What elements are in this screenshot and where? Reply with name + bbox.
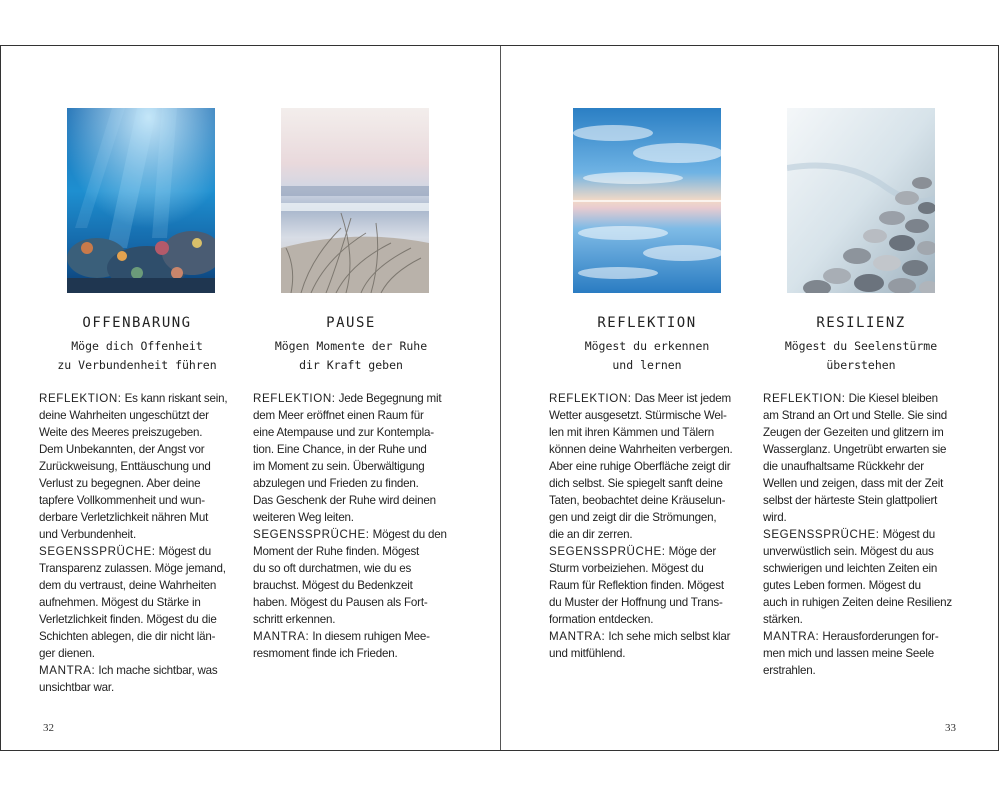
section-label: REFLEKTION: [549, 392, 632, 405]
segensprueche-paragraph [763, 526, 959, 628]
section-label: SEGENSSPRÜCHE: [763, 528, 880, 541]
body-line: Wasserglanz. Ungetrübt erwarten sie [763, 443, 947, 456]
subtitle-line: und lernen [612, 358, 682, 372]
subtitle-line: Mögest du erkennen [584, 339, 710, 353]
card-title: REFLEKTION [597, 315, 697, 331]
body-line: tion. Eine Chance, in der Ruhe und [253, 443, 427, 456]
body-line: Aber eine ruhige Oberfläche zeigt dir [549, 460, 731, 473]
body-line: du Muster der Hoffnung und Trans- [549, 596, 723, 609]
body-line: schritt erkennen. [253, 613, 336, 626]
card-body [39, 390, 235, 696]
section-label: MANTRA: [549, 630, 606, 643]
subtitle-line: Mögest du Seelenstürme [784, 339, 938, 353]
body-line: ger dienen. [39, 647, 95, 660]
subtitle-line: Mögen Momente der Ruhe [274, 339, 428, 353]
body-line: unverwüstlich sein. Mögest du aus [763, 545, 934, 558]
body-line: len mit ihren Kämmen und Tälern [549, 426, 715, 439]
body-line: Das Geschenk der Ruhe wird deinen [253, 494, 436, 507]
card-title: OFFENBARUNG [82, 315, 192, 331]
section-label: SEGENSSPRÜCHE: [39, 545, 156, 558]
body-line: Jede Begegnung mit [335, 392, 442, 405]
card-subtitle [763, 337, 959, 375]
body-line: men mich und lassen meine Seele [763, 647, 935, 660]
body-line: gen und zeigt dir die Strömungen, [549, 511, 717, 524]
body-line: die unaufhaltsame Rückkehr der [763, 460, 924, 473]
body-line: Möge der [665, 545, 717, 558]
segensprueche-paragraph [39, 543, 235, 662]
section-label: MANTRA: [763, 630, 820, 643]
body-line: dich selbst. Sie spiegelt sanft deine [549, 477, 723, 490]
subtitle-line: dir Kraft geben [299, 358, 403, 372]
section-label: REFLEKTION: [763, 392, 846, 405]
reflektion-paragraph [253, 390, 449, 526]
subtitle-line: Möge dich Offenheit [71, 339, 203, 353]
body-line: du so oft durchatmen, wie du es [253, 562, 412, 575]
book-spread [0, 45, 999, 751]
card-body [253, 390, 449, 662]
body-line: die an dir zerren. [549, 528, 633, 541]
mantra-paragraph [549, 628, 745, 662]
reflektion-paragraph [549, 390, 745, 543]
body-line: Taten, beobachtet deine Kräuselun- [549, 494, 726, 507]
body-line: stärken. [763, 613, 803, 626]
body-line: brauchst. Mögest du Bedenkzeit [253, 579, 413, 592]
body-line: Es kann riskant sein, [121, 392, 228, 405]
body-line: und mitfühlend. [549, 647, 626, 660]
body-line: Wetter ausgesetzt. Stürmische Wel- [549, 409, 727, 422]
body-line: Dem Unbekannten, der Angst vor [39, 443, 205, 456]
underwater-coral-reef-image [67, 108, 215, 293]
mantra-paragraph [253, 628, 449, 662]
segensprueche-paragraph [549, 543, 745, 628]
body-line: Verlust zu begegnen. Aber deine [39, 477, 201, 490]
body-line: Transparenz zulassen. Möge jemand, [39, 562, 226, 575]
body-line: abzulegen und Frieden zu finden. [253, 477, 419, 490]
body-line: aufnehmen. Mögest du Stärke in [39, 596, 201, 609]
body-line: Mögest du den [369, 528, 447, 541]
body-line: derbare Verletzlichkeit nähren Mut [39, 511, 209, 524]
body-line: Zurückweisung, Enttäuschung und [39, 460, 211, 473]
card-subtitle [253, 337, 449, 375]
body-line: deine Wahrheiten ungeschützt der [39, 409, 209, 422]
subtitle-line: zu Verbundenheit führen [57, 358, 217, 372]
reflektion-paragraph [763, 390, 959, 526]
section-label: SEGENSSPRÜCHE: [549, 545, 666, 558]
body-line: wird. [763, 511, 787, 524]
body-line: schwierigen und leichten Zeiten ein [763, 562, 938, 575]
card-title: PAUSE [326, 315, 376, 331]
body-line: Moment der Ruhe finden. Mögest [253, 545, 420, 558]
body-line: formation entdecken. [549, 613, 654, 626]
card-title: RESILIENZ [816, 315, 906, 331]
body-line: Das Meer ist jedem [631, 392, 731, 405]
body-line: gutes Leben formen. Mögest du [763, 579, 921, 592]
page-number-right: 33 [945, 722, 956, 734]
card-subtitle [39, 337, 235, 375]
card-subtitle [549, 337, 745, 375]
page-gutter [500, 46, 501, 750]
section-label: SEGENSSPRÜCHE: [253, 528, 370, 541]
section-label: MANTRA: [253, 630, 310, 643]
mantra-paragraph [39, 662, 235, 696]
body-line: Sturm vorbeiziehen. Mögest du [549, 562, 704, 575]
reflektion-paragraph [39, 390, 235, 543]
beach-dune-grass-image [281, 108, 429, 293]
body-line: Verletzlichkeit finden. Mögest du die [39, 613, 217, 626]
segensprueche-paragraph [253, 526, 449, 628]
subtitle-line: überstehen [826, 358, 896, 372]
body-line: Ich mache sichtbar, was [95, 664, 218, 677]
body-line: Herausforderungen for- [819, 630, 939, 643]
body-line: auch in ruhigen Zeiten deine Resilienz [763, 596, 952, 609]
body-line: Weite des Meeres preiszugeben. [39, 426, 203, 439]
body-line: im Moment zu sein. Überwältigung [253, 460, 425, 473]
sky-reflection-water-image [573, 108, 721, 293]
body-line: haben. Mögest du Pausen als Fort- [253, 596, 428, 609]
body-line: am Strand an Ort und Stelle. Sie sind [763, 409, 947, 422]
body-line: In diesem ruhigen Mee- [309, 630, 430, 643]
section-label: REFLEKTION: [253, 392, 336, 405]
card-body [763, 390, 959, 679]
body-line: Raum für Reflektion finden. Mögest [549, 579, 724, 592]
body-line: Zeugen der Gezeiten und glitzern im [763, 426, 944, 439]
mantra-paragraph [763, 628, 959, 679]
body-line: Mögest du [155, 545, 211, 558]
body-line: können deine Wahrheiten verbergen. [549, 443, 733, 456]
section-label: MANTRA: [39, 664, 96, 677]
body-line: Wellen und zeigen, dass mit der Zeit [763, 477, 944, 490]
body-line: unsichtbar war. [39, 681, 114, 694]
page-number-left: 32 [43, 722, 54, 734]
body-line: weiteren Weg leiten. [253, 511, 354, 524]
body-line: erstrahlen. [763, 664, 816, 677]
body-line: selbst der härteste Stein glattpoliert [763, 494, 938, 507]
body-line: Schichten ablegen, die dir nicht län- [39, 630, 216, 643]
body-line: tapfere Vollkommenheit und wun- [39, 494, 205, 507]
body-line: eine Atempause und zur Kontempla- [253, 426, 434, 439]
pebbles-shore-image [787, 108, 935, 293]
body-line: resmoment finde ich Frieden. [253, 647, 398, 660]
body-line: Mögest du [879, 528, 935, 541]
body-line: Ich sehe mich selbst klar [605, 630, 731, 643]
body-line: und Verbundenheit. [39, 528, 136, 541]
body-line: Die Kiesel bleiben [845, 392, 938, 405]
card-body [549, 390, 745, 662]
body-line: dem du vertraust, deine Wahrheiten [39, 579, 217, 592]
section-label: REFLEKTION: [39, 392, 122, 405]
body-line: dem Meer eröffnet einen Raum für [253, 409, 424, 422]
